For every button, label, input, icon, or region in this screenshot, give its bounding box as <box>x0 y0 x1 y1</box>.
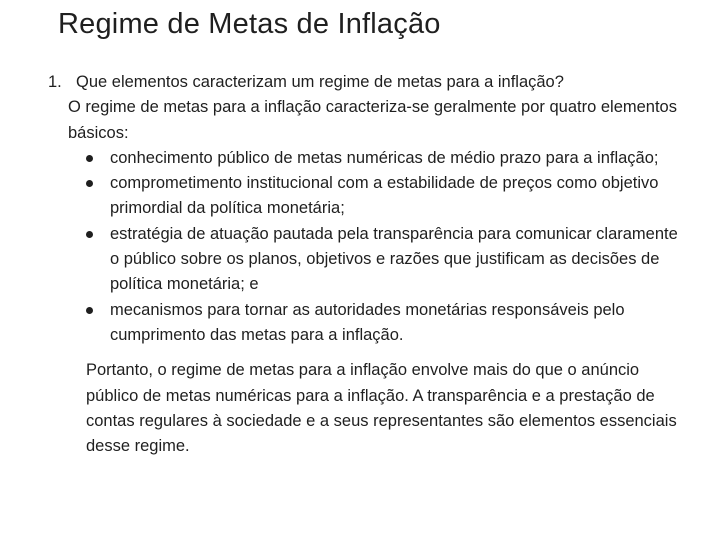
elements-list <box>48 146 688 348</box>
slide-title: Regime de Metas de Inflação <box>58 8 441 40</box>
list-item <box>110 171 688 222</box>
list-item-text: estratégia de atuação pautada pela transparência para comunicar claramente o público sobre os planos, objetivos e razões que justificam as decisões de política monetária; e <box>110 224 678 294</box>
list-item-text: comprometimento institucional com a estabilidade de preços como objetivo primordial da política monetária; <box>110 174 659 218</box>
conclusion-paragraph: Portanto, o regime de metas para a inflação envolve mais do que o anúncio público de metas numéricas para a inflação. A transparência e a prestação de contas regulares à sociedade e a seus representantes são elementos essenciais desse regime. <box>86 361 677 456</box>
list-item-text: conhecimento público de metas numéricas de médio prazo para a inflação; <box>110 148 659 167</box>
bullet-icon <box>86 155 93 162</box>
slide-body <box>48 70 688 459</box>
question-item <box>48 70 688 95</box>
bullet-icon <box>86 180 93 187</box>
bullet-icon <box>86 231 93 238</box>
bullet-icon <box>86 307 93 314</box>
question-text: Que elementos caracterizam um regime de metas para a inflação? <box>76 73 564 91</box>
answer-intro: O regime de metas para a inflação caracteriza-se geralmente por quatro elementos básicos: <box>68 98 677 142</box>
question-number: 1. <box>48 73 62 91</box>
list-item-text: mecanismos para tornar as autoridades monetárias responsáveis pelo cumprimento das metas para a inflação. <box>110 300 625 344</box>
list-item <box>110 222 688 298</box>
list-item <box>110 146 688 171</box>
list-item <box>110 298 688 349</box>
